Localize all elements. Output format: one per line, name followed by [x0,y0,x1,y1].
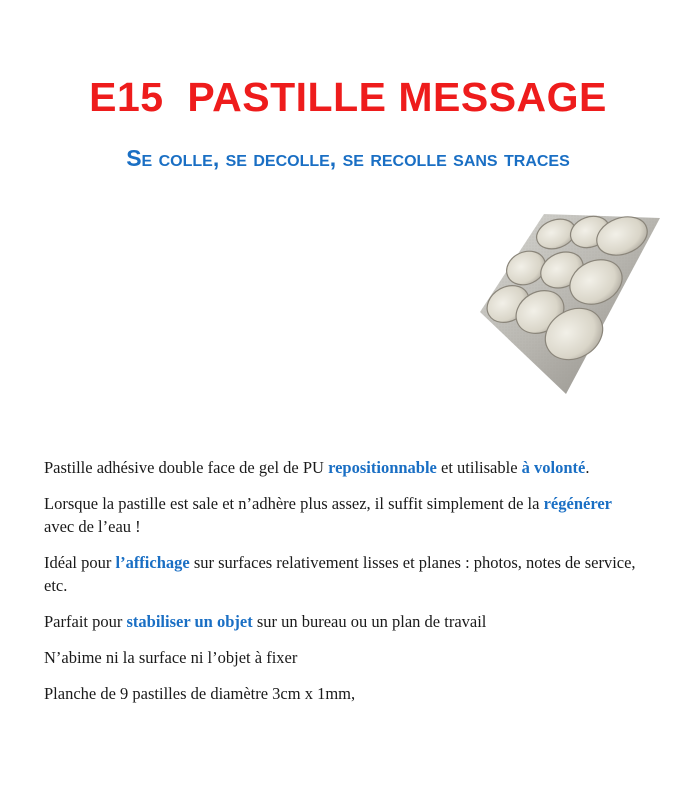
page-title: E15 PASTILLE MESSAGE [89,74,607,120]
highlight-affichage: l’affichage [115,553,190,572]
highlight-stabiliser: stabiliser un objet [126,612,253,631]
paragraph-4: Parfait pour stabiliser un objet sur un bureau ou un plan de travail [44,612,487,631]
paragraph-6: Planche de 9 pastilles de diamètre 3cm x 1mm, [44,684,356,703]
pastilles-sheet-image [478,212,660,396]
highlight-a-volonte: à volonté [521,458,586,477]
description [44,456,644,718]
page-subtitle: Se colle, se decolle, se recolle sans traces [126,145,570,171]
highlight-repositionnable: repositionnable [328,458,437,477]
paragraph-3: Idéal pour l’affichage sur surfaces relativement lisses et planes : photos, notes de service, etc. [44,553,636,595]
highlight-regenerer: régénérer [543,494,612,513]
paragraph-1: Pastille adhésive double face de gel de PU repositionnable et utilisable à volonté. [44,458,590,477]
paragraph-2: Lorsque la pastille est sale et n’adhère plus assez, il suffit simplement de la régénérer avec de l’eau ! [44,494,612,536]
paragraph-5: N’abime ni la surface ni l’objet à fixer [44,648,298,667]
